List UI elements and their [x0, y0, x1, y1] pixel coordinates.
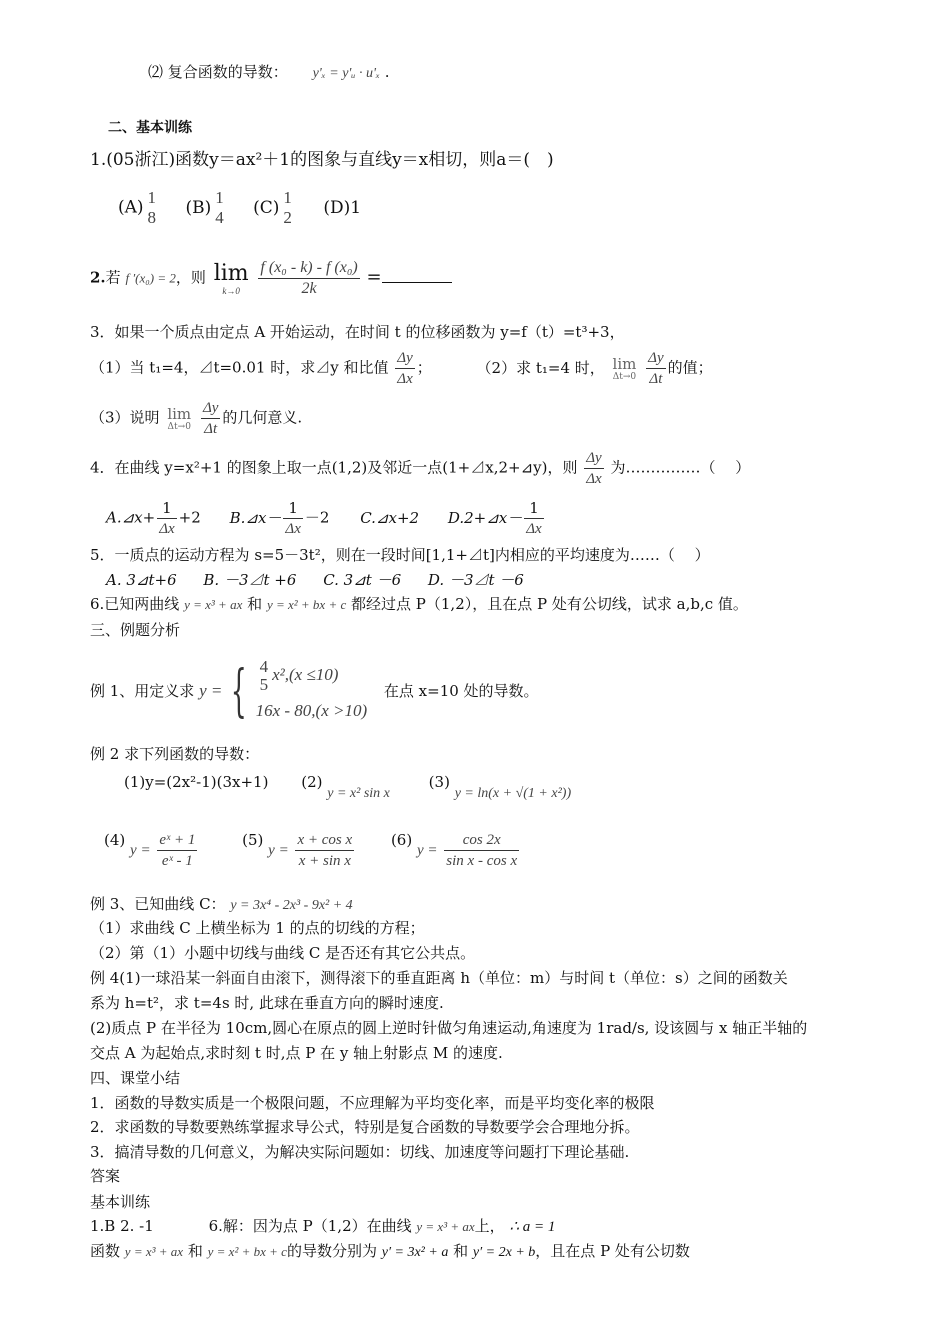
ex1-cases: [256, 658, 368, 726]
question-1-options: [118, 188, 361, 228]
q5-option-d: D. －3⊿t －6: [427, 571, 524, 589]
option-a-label: (A): [118, 197, 144, 218]
option-c-fraction: [281, 188, 294, 228]
section-examples-title: 三、例题分析: [90, 621, 181, 639]
question-3-part-1-2: [90, 348, 713, 389]
example-2-row-1: [124, 772, 572, 801]
composite-label: ⑵ 复合函数的导数：: [148, 63, 288, 81]
answers-6-intro: 6.解：因为点 P（1,2）在曲线: [208, 1217, 412, 1235]
ex2-f4-num: eˣ + 1: [159, 832, 196, 848]
q4-d-num: 1: [529, 499, 539, 517]
example-4-line-4: 交点 A 为起始点,求时刻 t 时,点 P 在 y 轴上射影点 M 的速度.: [90, 1044, 503, 1062]
q3-p3-lim: lim: [167, 404, 192, 423]
answers-l2-f1: y = x³ + ax: [124, 1244, 184, 1259]
answers-l2-f: ，且在点 P 处有公切数: [535, 1242, 690, 1260]
q4-a-num: 1: [162, 499, 172, 517]
q4-option-d-frac: [524, 498, 543, 539]
ex1-case-1: [256, 658, 368, 694]
example-4-line-1: 例 4(1)一球沿某一斜面自由滚下，测得滚下的垂直距离 h（单位：m）与时间 t（单位：s）之间的函数关: [90, 969, 788, 987]
ex2-f6-num: cos 2x: [462, 832, 501, 848]
option-a-den: 8: [147, 208, 157, 227]
q3-part1-end: ；: [416, 358, 432, 377]
composite-formula: y'ₓ = y'ᵤ · u'ₓ: [312, 66, 380, 81]
ex1-text-b: 在点 x=10 处的导数。: [383, 682, 539, 700]
q3-part3-end: 的几何意义.: [222, 408, 303, 427]
q4-option-a: A.⊿x+: [106, 508, 156, 527]
ex2-f4-frac: [157, 830, 197, 871]
ex1-y: y =: [199, 681, 223, 700]
q5-option-b: B. －3⊿t +6: [203, 571, 297, 589]
ex2-f2: y = x² sin x: [327, 786, 390, 801]
q3-p3-num: Δy: [202, 400, 219, 416]
example-2-row-2: [104, 830, 521, 871]
ex2-f6-label: (6): [390, 830, 413, 849]
option-a-num: 1: [147, 188, 157, 207]
q3-part2-end: 的值；: [667, 358, 713, 377]
option-b-den: 4: [215, 208, 224, 227]
ex2-f1: (1)y=(2x²-1)(3x+1): [124, 773, 269, 791]
question-2-if: 若: [105, 268, 121, 287]
q3-part1-fraction: [395, 348, 414, 389]
q4-option-d: D.2+⊿x－: [447, 508, 523, 527]
q4-stem: 4．在曲线 y=x²+1 的图象上取一点(1,2)及邻近一点(1+⊿x,2+⊿y)，则: [90, 458, 578, 477]
composite-derivative-line: [148, 62, 390, 84]
option-b-num: 1: [215, 188, 224, 207]
summary-3: 3．搞清导数的几何意义，为解决实际问题如：切线、加速度等问题打下理论基础.: [90, 1143, 630, 1161]
q3-p2-num: Δy: [648, 350, 664, 366]
ex2-f5-label: (5): [242, 830, 264, 849]
ex1-case1-expr: x²,(x ≤10): [272, 664, 339, 684]
ex2-f3-label: (3): [428, 773, 450, 791]
q4-num: Δy: [586, 450, 602, 466]
question-2-fraction: [258, 258, 359, 299]
ex1-text-a: 例 1、用定义求: [90, 682, 195, 700]
option-a-fraction: [146, 188, 159, 228]
q4-b-num: 1: [288, 499, 298, 517]
example-3: [90, 894, 353, 916]
answers-6-curve: y = x³ + ax: [416, 1219, 475, 1234]
ex2-f5-y: y =: [268, 842, 289, 859]
ex2-f5-frac: [295, 830, 354, 871]
q4-option-a-frac: [157, 498, 176, 539]
example-3-part-1: （1）求曲线 C 上横坐标为 1 的点的切线的方程；: [90, 919, 425, 937]
answer-blank: [382, 270, 452, 283]
q6-text-b: 和: [247, 595, 263, 613]
answers-l2-d1: y′ = 3x² + a: [381, 1245, 449, 1260]
option-c-den: 2: [283, 208, 292, 227]
q3-part3-limit: [167, 406, 191, 432]
question-5-stem: 5．一质点的运动方程为 s=5－3t²，则在一段时间[1,1+⊿t]内相应的平均速度为……（ ）: [90, 546, 710, 564]
q3-part3-text: （3）说明: [90, 408, 160, 427]
answers-l2-c: 的导数分别为: [286, 1242, 377, 1260]
q4-a-den: Δx: [157, 518, 176, 539]
q5-option-a: A. 3⊿t+6: [106, 571, 177, 589]
option-d-label: (D)1: [323, 197, 362, 218]
q3-p3-den: Δt: [201, 418, 220, 439]
ex3-text-a: 例 3、已知曲线 C：: [90, 895, 226, 913]
answers-line-1: [90, 1216, 555, 1237]
q6-text-a: 6.已知两曲线: [90, 595, 180, 613]
q4-option-a-tail: +2: [178, 508, 201, 527]
q3-p2-den: Δt: [646, 368, 665, 389]
answers-6-on: 上，: [474, 1217, 505, 1235]
q4-option-b-tail: －2: [304, 508, 330, 527]
question-6: [90, 594, 748, 615]
q4-option-b: B.⊿x－: [229, 508, 282, 527]
q4-fraction: [584, 448, 603, 489]
question-3-part-3: [90, 398, 302, 439]
ex3-curve: y = 3x⁴ - 2x³ - 9x² + 4: [230, 898, 353, 913]
summary-2: 2．求函数的导数要熟练掌握求导公式，特别是复合函数的导数要学会合理地分拆。: [90, 1118, 640, 1136]
question-2-number: 2.: [90, 268, 106, 287]
fraction-denominator: 2k: [258, 278, 359, 299]
section-summary-title: 四、课堂小结: [90, 1069, 181, 1087]
q5-option-c: C. 3⊿t －6: [323, 571, 402, 589]
question-3-stem: 3．如果一个质点由定点 A 开始运动，在时间 t 的位移函数为 y=f（t）=t³+3，: [90, 323, 625, 341]
q4-b-den: Δx: [283, 518, 302, 539]
q3-p1-den: Δx: [395, 368, 414, 389]
ex2-f3: y = ln(x + √(1 + x²)): [454, 786, 572, 801]
question-4: [90, 448, 750, 489]
q3-p3-lim-sub: Δt→0: [167, 421, 191, 432]
example-3-part-2: （2）第（1）小题中切线与曲线 C 是否还有其它公共点。: [90, 944, 476, 962]
answers-l2-b: 和: [187, 1242, 203, 1260]
ex2-f6-frac: [444, 830, 519, 871]
option-b-label: (B): [185, 197, 212, 218]
composite-end: .: [384, 63, 390, 81]
ex1-case1-frac: [258, 658, 271, 694]
answers-l2-e: 和: [453, 1242, 469, 1260]
answers-6-result: ∴ a = 1: [509, 1219, 556, 1235]
q3-p2-lim: lim: [612, 354, 637, 373]
option-c-label: (C): [253, 197, 280, 218]
answers-l2-f2: y = x² + bx + c: [207, 1244, 287, 1259]
option-b-fraction: [213, 188, 226, 228]
question-2-condition: f ′(x₀) = 2: [125, 270, 176, 286]
answers-1-2: 1.B 2. -1: [90, 1217, 154, 1235]
option-c-num: 1: [283, 188, 292, 207]
answers-l2-a: 函数: [90, 1242, 121, 1260]
question-1: 1.(05浙江)函数y＝ax²＋1的图象与直线y＝x相切，则a＝( ): [90, 150, 554, 170]
q4-option-b-frac: [283, 498, 302, 539]
section-basic-training-title: 二、基本训练: [108, 120, 192, 136]
ex2-f6-den: sin x - cos x: [444, 850, 519, 871]
q4-d-den: Δx: [524, 518, 543, 539]
ex2-f5-den: x + sin x: [295, 850, 354, 871]
q4-end: 为……………（ ）: [610, 458, 751, 477]
example-4-line-3: (2)质点 P 在半径为 10cm,圆心在原点的圆上逆时针做匀角速运动,角速度为 1rad/s, 设该圆与 x 轴正半轴的: [90, 1019, 808, 1037]
question-2-limit: [214, 262, 249, 296]
question-2-then: ，则: [175, 268, 206, 287]
q6-text-c: 都经过点 P（1,2），且在点 P 处有公切线，试求 a,b,c 值。: [351, 595, 748, 613]
q6-curve-2: y = x² + bx + c: [266, 597, 347, 612]
q3-part2-fraction: [646, 348, 665, 389]
example-2-title: 例 2 求下列函数的导数：: [90, 745, 260, 763]
q3-part2-text: （2）求 t₁=4 时，: [476, 358, 605, 377]
q3-part1-text: （1）当 t₁=4，⊿t=0.01 时，求⊿y 和比值: [90, 358, 389, 377]
ex2-f5-num: x + cos x: [297, 832, 353, 848]
q4-den: Δx: [584, 468, 603, 489]
ex2-f4-label: (4): [104, 830, 126, 849]
ex2-f4-den: eˣ - 1: [157, 850, 197, 871]
answers-title: 答案: [90, 1167, 121, 1185]
limit-subscript: k→0: [222, 285, 240, 296]
question-2-equals: =: [366, 266, 382, 288]
answers-subtitle: 基本训练: [90, 1193, 151, 1211]
ex2-f2-label: (2): [301, 773, 323, 791]
ex1-case-2: 16x - 80,(x >10): [255, 701, 368, 720]
q3-part3-fraction: [201, 398, 220, 439]
fraction-numerator: f (x₀ - k) - f (x₀): [260, 259, 358, 276]
ex1-case1-num: 4: [259, 657, 269, 676]
limit-label: lim: [213, 260, 249, 286]
example-4-line-2: 系为 h=t²，求 t=4s 时, 此球在垂直方向的瞬时速度.: [90, 994, 444, 1012]
ex2-f4-y: y =: [130, 842, 151, 859]
q6-curve-1: y = x³ + ax: [184, 597, 243, 612]
summary-1: 1．函数的导数实质是一个极限问题，不应理解为平均变化率，而是平均变化率的极限: [90, 1094, 655, 1112]
answers-l2-d2: y′ = 2x + b: [472, 1245, 536, 1260]
answers-line-2: [90, 1241, 690, 1263]
question-5-options: [106, 570, 524, 590]
question-2: [90, 258, 452, 299]
q3-part2-limit: [613, 356, 637, 382]
left-brace: {: [230, 659, 247, 724]
example-1: [90, 658, 539, 726]
ex1-case1-den: 5: [259, 675, 269, 694]
ex2-f6-y: y =: [416, 842, 438, 859]
q3-p1-num: Δy: [397, 350, 413, 366]
q4-option-c: C.⊿x+2: [360, 508, 420, 527]
question-4-options: [106, 498, 546, 539]
q3-p2-lim-sub: Δt→0: [612, 371, 637, 382]
